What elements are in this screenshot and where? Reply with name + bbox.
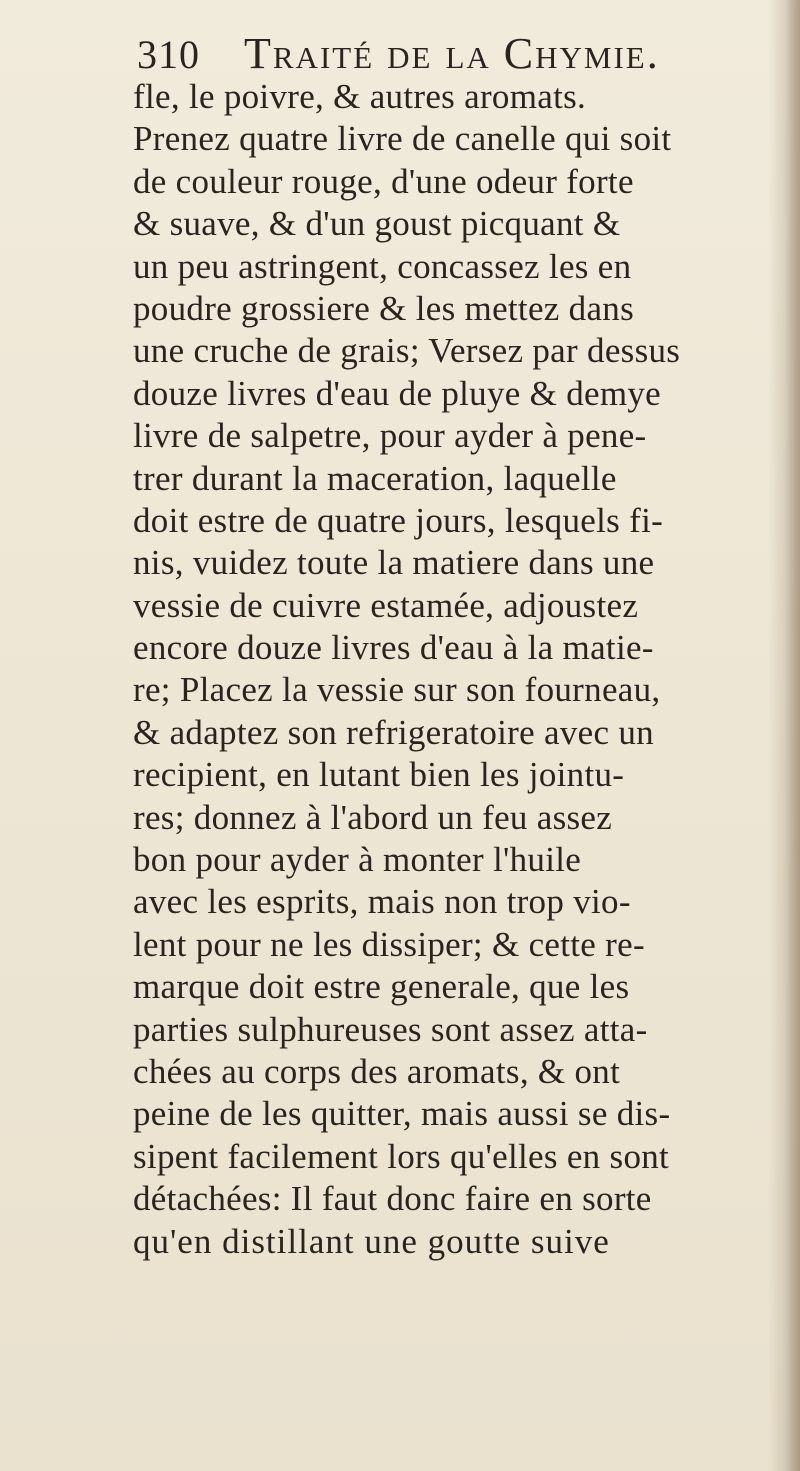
text-line: bon pour ayder à monter l'huile (133, 840, 582, 880)
text-line: marque doit estre generale, que les (133, 967, 630, 1007)
text-line: trer durant la maceration, laquelle (133, 458, 617, 498)
text-line: avec les esprits, mais non trop vio- (133, 882, 631, 922)
text-line: fle, le poivre, & autres aromats. (133, 77, 587, 116)
text-line: de couleur rouge, d'une odeur forte (133, 161, 634, 201)
text-line: livre de salpetre, pour ayder à pene- (133, 416, 647, 456)
text-line: détachées: Il faut donc faire en sorte (133, 1179, 652, 1219)
text-line: poudre grossiere & les mettez dans (133, 288, 635, 328)
text-line: peine de les quitter, mais aussi se dis- (133, 1094, 671, 1134)
text-line: qu'en distillant une goutte suive (133, 1221, 610, 1261)
text-line: parties sulphureuses sont assez atta- (133, 1009, 648, 1049)
text-line: chées au corps des aromats, & ont (133, 1051, 621, 1091)
body-text (133, 76, 783, 1263)
text-line: vessie de cuivre estamée, adjoustez (133, 585, 639, 625)
text-line: res; donnez à l'abord un feu assez (133, 797, 613, 837)
text-line: Prenez quatre livre de canelle qui soit (133, 119, 672, 159)
text-line: recipient, en lutant bien les jointu- (133, 755, 625, 795)
text-line: douze livres d'eau de pluye & demye (133, 373, 662, 413)
text-line: & adaptez son refrigeratoire avec un (133, 712, 654, 752)
text-line: doit estre de quatre jours, lesquels fi- (133, 500, 664, 540)
text-line: nis, vuidez toute la matiere dans une (133, 543, 655, 583)
running-title: Traité de la Chymie. (244, 29, 660, 78)
page-edge-shadow (786, 0, 800, 1471)
text-line: un peu astringent, concassez les en (133, 246, 632, 286)
text-line: encore douze livres d'eau à la matie- (133, 628, 654, 668)
page-number: 310 (137, 32, 200, 77)
text-line: & suave, & d'un goust picquant & (133, 204, 621, 244)
text-line: une cruche de grais; Versez par dessus (133, 331, 681, 371)
text-line: re; Placez la vessie sur son fourneau, (133, 670, 661, 710)
text-line: lent pour ne les dissiper; & cette re- (133, 924, 645, 964)
text-line: sipent facilement lors qu'elles en sont (133, 1136, 670, 1176)
